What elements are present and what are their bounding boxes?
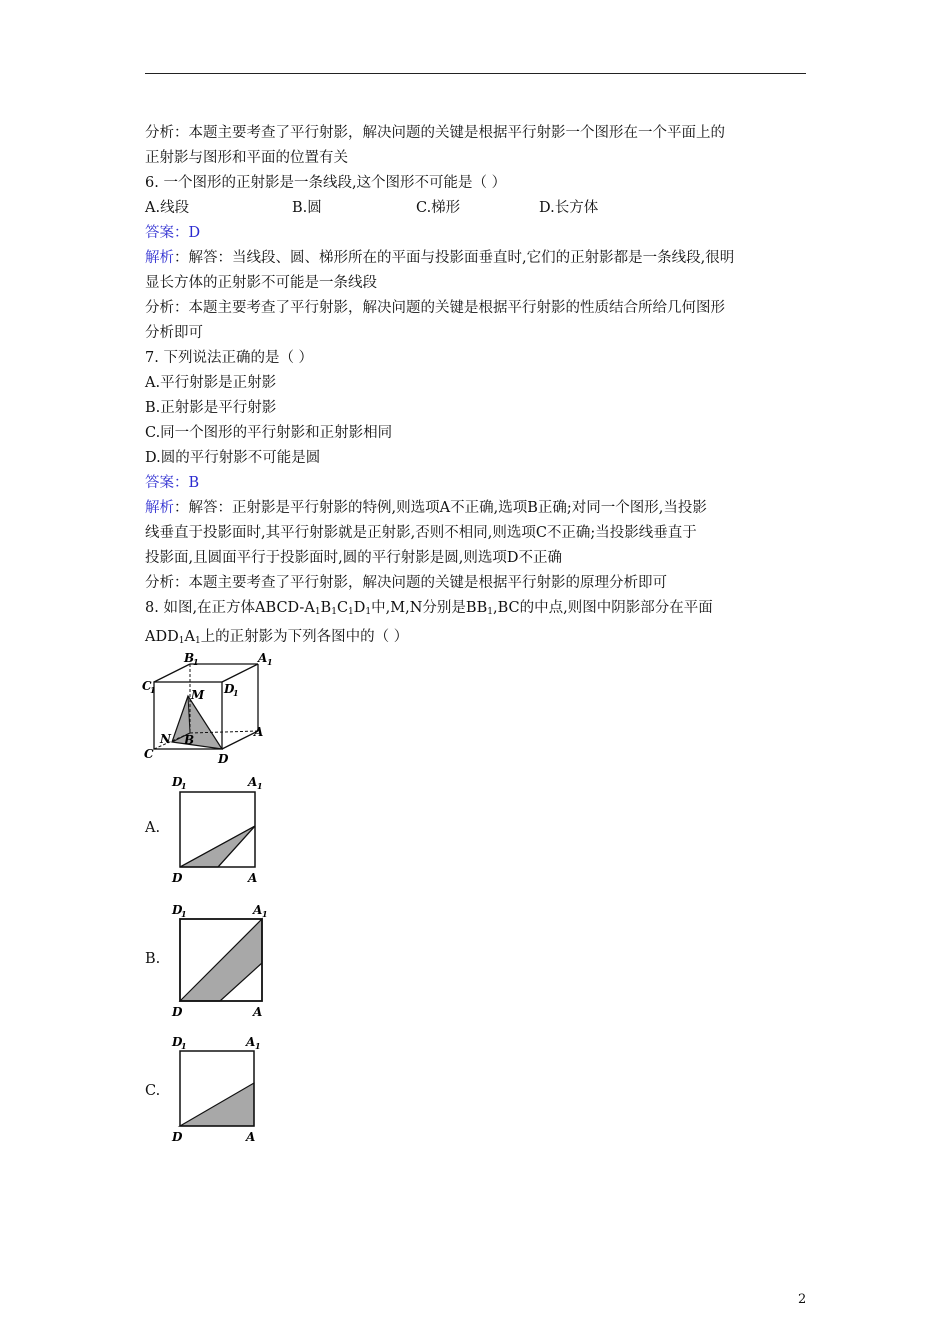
svg-text:D: D bbox=[172, 1130, 183, 1144]
page-content bbox=[145, 121, 806, 654]
answer-value: D bbox=[188, 225, 201, 241]
option-c: C.梯形 bbox=[416, 200, 461, 216]
svg-text:A: A bbox=[248, 871, 258, 885]
label-a: A bbox=[254, 725, 264, 739]
option-b-figure[interactable] bbox=[168, 898, 278, 1027]
svg-text:1: 1 bbox=[257, 781, 263, 791]
option-d: D.圆的平行射影不可能是圆 bbox=[145, 450, 321, 466]
svg-text:1: 1 bbox=[181, 781, 187, 791]
explain-line: 线垂直于投影面时,其平行射影就是正射影,否则不相同,则选项C不正确;当投影线垂直于 bbox=[145, 525, 697, 541]
explain-label: 解析 bbox=[145, 250, 174, 266]
answer-label: 答案： bbox=[145, 225, 189, 241]
explain-line: 投影面,且圆面平行于投影面时,圆的平行射影是圆,则选项D不正确 bbox=[145, 550, 562, 566]
svg-text:1: 1 bbox=[255, 1041, 261, 1051]
option-a-figure[interactable] bbox=[168, 772, 278, 891]
page-number: 2 bbox=[798, 1292, 807, 1307]
svg-text:D: D bbox=[172, 1035, 183, 1049]
shaded-triangle bbox=[172, 696, 222, 749]
option-b: B.圆 bbox=[292, 200, 322, 216]
label-c: C bbox=[144, 747, 154, 761]
svg-text:A: A bbox=[246, 1130, 256, 1144]
question-6-options bbox=[145, 196, 806, 221]
label-c1: C bbox=[142, 679, 152, 693]
analysis-line: 分析：本题主要考查了平行射影，解决问题的关键是根据平行射影一个图形在一个平面上的 bbox=[145, 125, 725, 141]
question-7: 7. 下列说法正确的是（ ） bbox=[145, 350, 314, 366]
option-c-label: C. bbox=[145, 1083, 161, 1099]
label-d: D bbox=[218, 752, 229, 766]
answer-line bbox=[145, 471, 806, 496]
option-c-figure[interactable] bbox=[168, 1032, 278, 1151]
cube-figure bbox=[140, 648, 280, 772]
svg-text:A: A bbox=[246, 1035, 256, 1049]
svg-text:1: 1 bbox=[181, 909, 187, 919]
svg-text:D: D bbox=[172, 871, 183, 885]
svg-text:D: D bbox=[172, 903, 183, 917]
svg-text:D: D bbox=[172, 1005, 183, 1019]
explain-text: ：解答：正射影是平行射影的特例,则选项A不正确,选项B正确;对同一个图形,当投影 bbox=[174, 500, 707, 516]
svg-text:1: 1 bbox=[262, 909, 268, 919]
analysis-line: 正射影与图形和平面的位置有关 bbox=[145, 150, 348, 166]
svg-text:A: A bbox=[253, 1005, 263, 1019]
label-d1: D bbox=[224, 682, 235, 696]
option-a: A.平行射影是正射影 bbox=[145, 375, 277, 391]
answer-label: 答案： bbox=[145, 475, 189, 491]
analysis-line: 分析：本题主要考查了平行射影，解决问题的关键是根据平行射影的性质结合所给几何图形 bbox=[145, 300, 725, 316]
svg-text:1: 1 bbox=[267, 657, 273, 667]
explain-line: 显长方体的正射影不可能是一条线段 bbox=[145, 275, 377, 291]
analysis-line: 分析即可 bbox=[145, 325, 203, 341]
svg-text:1: 1 bbox=[150, 685, 156, 695]
svg-text:D: D bbox=[172, 775, 183, 789]
option-a: A.线段 bbox=[145, 200, 190, 216]
label-n: N bbox=[160, 732, 171, 746]
option-c: C.同一个图形的平行射影和正射影相同 bbox=[145, 425, 393, 441]
svg-text:1: 1 bbox=[193, 657, 199, 667]
label-b1: B bbox=[184, 651, 195, 665]
header-rule bbox=[145, 73, 806, 74]
label-m: M bbox=[191, 688, 205, 702]
option-b-label: B. bbox=[145, 951, 161, 967]
analysis-line: 分析：本题主要考查了平行射影，解决问题的关键是根据平行射影的原理分析即可 bbox=[145, 575, 667, 591]
svg-text:1: 1 bbox=[233, 688, 239, 698]
question-8: 8. 如图,在正方体ABCD-$A_1B_1C_1D_1$中,M,N分别是$BB_1,BC$的中点,则图中阴影部分在平面 bbox=[145, 600, 713, 617]
explain-label: 解析 bbox=[145, 500, 174, 516]
explain-text: ：解答：当线段、圆、梯形所在的平面与投影面垂直时,它们的正射影都是一条线段,很明 bbox=[174, 250, 735, 266]
answer-line bbox=[145, 221, 806, 246]
svg-text:1: 1 bbox=[181, 1041, 187, 1051]
option-a-label: A. bbox=[145, 820, 161, 836]
option-b: B.正射影是平行射影 bbox=[145, 400, 277, 416]
label-b: B bbox=[184, 733, 195, 747]
question-8-cont: $ADD_1A_1$上的正射影为下列各图中的（ ） bbox=[145, 629, 409, 646]
question-6: 6. 一个图形的正射影是一条线段,这个图形不可能是（ ） bbox=[145, 175, 507, 191]
explain-line bbox=[145, 246, 806, 271]
explain-line bbox=[145, 496, 806, 521]
svg-text:A: A bbox=[253, 903, 263, 917]
option-d: D.长方体 bbox=[539, 200, 599, 216]
svg-text:A: A bbox=[248, 775, 258, 789]
label-a1: A bbox=[258, 651, 268, 665]
answer-value: B bbox=[188, 475, 200, 491]
